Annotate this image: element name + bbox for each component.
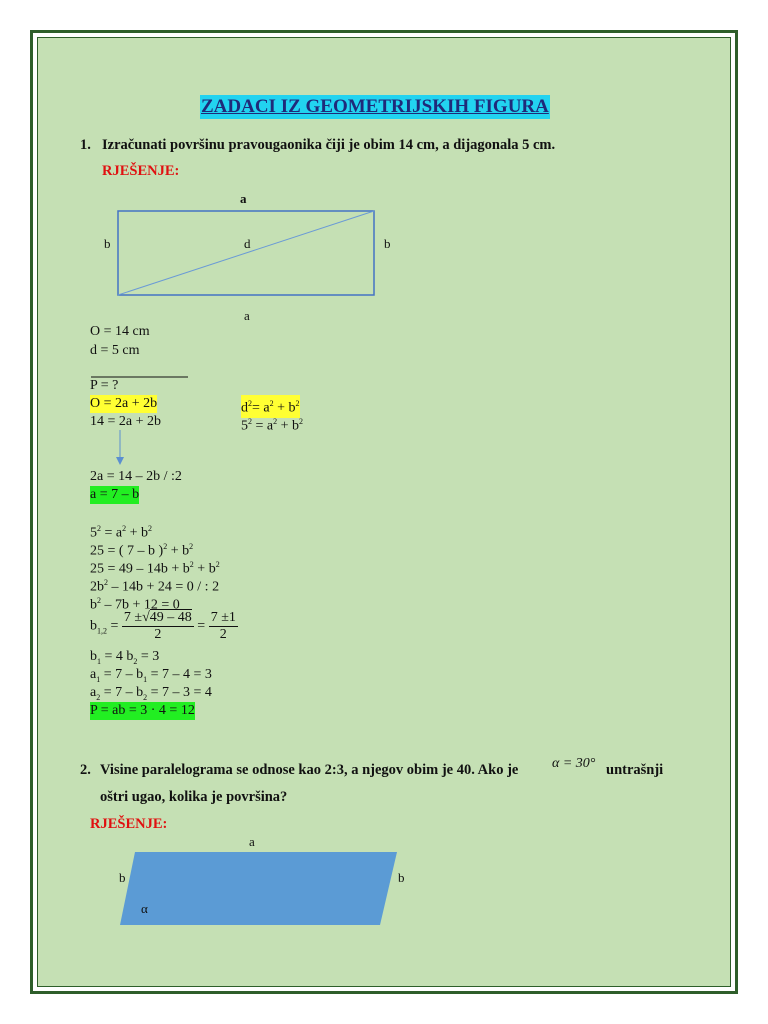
rect-label-diagonal-d: d xyxy=(244,236,251,251)
perimeter-substituted: 14 = 2a + 2b xyxy=(90,414,162,429)
rect-label-left-b: b xyxy=(104,236,111,251)
given-diagonal: d = 5 cm xyxy=(90,343,140,358)
perimeter-formula: O = 2a + 2b xyxy=(90,396,158,411)
task1-number: 1. xyxy=(80,137,91,153)
step-a-expression: a = 7 – b xyxy=(90,487,140,502)
eq-line-3: $25 = 49 - 14b + b^2 + b^2$ xyxy=(90,560,220,577)
rect-label-right-b: b xyxy=(384,236,391,251)
eq-line-1: $5^2 = a^2 + b^2$ xyxy=(90,524,153,541)
pythagoras-formula: $d^2= a^2 + b^2$ xyxy=(241,395,300,418)
rectangle-diagonal xyxy=(118,211,374,295)
area-result: P = ab = 3 · 4 = 12 xyxy=(90,703,195,718)
pythagoras-substituted: $5^2 = a^2 + b^2$ xyxy=(241,417,304,434)
rect-label-top-a: a xyxy=(240,191,247,206)
eq-line-5: $b^2 - 7b + 12 = 0$ xyxy=(90,596,180,613)
task2-solution-label: RJEŠENJE: xyxy=(90,816,168,832)
fraction-2: $\frac{7 \pm 1}{2}$ xyxy=(210,610,236,642)
rect-label-bottom-a: a xyxy=(244,308,250,323)
eq-line-2: 25 = ( 7 – b )$^2 + b^2$ xyxy=(90,542,194,559)
a2-solution: $a_2 = 7 - b_2 = 7 - 3 = 4$ xyxy=(90,685,212,702)
para-label-left-b: b xyxy=(119,870,126,885)
alpha-expression: α = 30° xyxy=(552,756,596,771)
task2-text-c: oštri ugao, kolika je površina? xyxy=(100,789,288,805)
page-title: ZADACI IZ GEOMETRIJSKIH FIGURA xyxy=(201,96,549,117)
task2-text-a: Visine paralelograma se odnose kao 2:3, a njegov obim je 40. Ako je xyxy=(100,762,519,778)
task1-solution-label: RJEŠENJE: xyxy=(102,163,180,179)
eq-line-4: $2b^2 - 14b + 24 = 0$ / : 2 xyxy=(90,578,220,595)
parallelogram-figure xyxy=(120,852,397,925)
para-label-top-a: a xyxy=(249,834,255,849)
task2-text-b: untrašnji xyxy=(606,762,664,778)
unknown-area: P = ? xyxy=(90,378,119,393)
quadratic-formula: $b_{1,2}$ = $\frac{7 \pm√49 - 48}{2}$ = $\frac{7 \pm 1}{2}$ xyxy=(90,610,236,642)
b-solutions: $b_1 = 4$ $b_2 = 3$ xyxy=(90,649,160,666)
given-perimeter: O = 14 cm xyxy=(90,324,150,339)
arrow-head xyxy=(116,457,124,465)
fraction-1: $\frac{7 \pm√49 - 48}{2}$ xyxy=(123,610,192,642)
para-label-right-b: b xyxy=(398,870,405,885)
step-divide: 2a = 14 – 2b / :2 xyxy=(90,469,182,484)
task2-number: 2. xyxy=(80,762,91,778)
para-label-alpha: α xyxy=(141,901,148,916)
task1-text: Izračunati površinu pravougaonika čiji je obim 14 cm, a dijagonala 5 cm. xyxy=(102,137,556,153)
a1-solution: $a_1 = 7 - b_1 = 7 - 4 = 3$ xyxy=(90,667,212,684)
